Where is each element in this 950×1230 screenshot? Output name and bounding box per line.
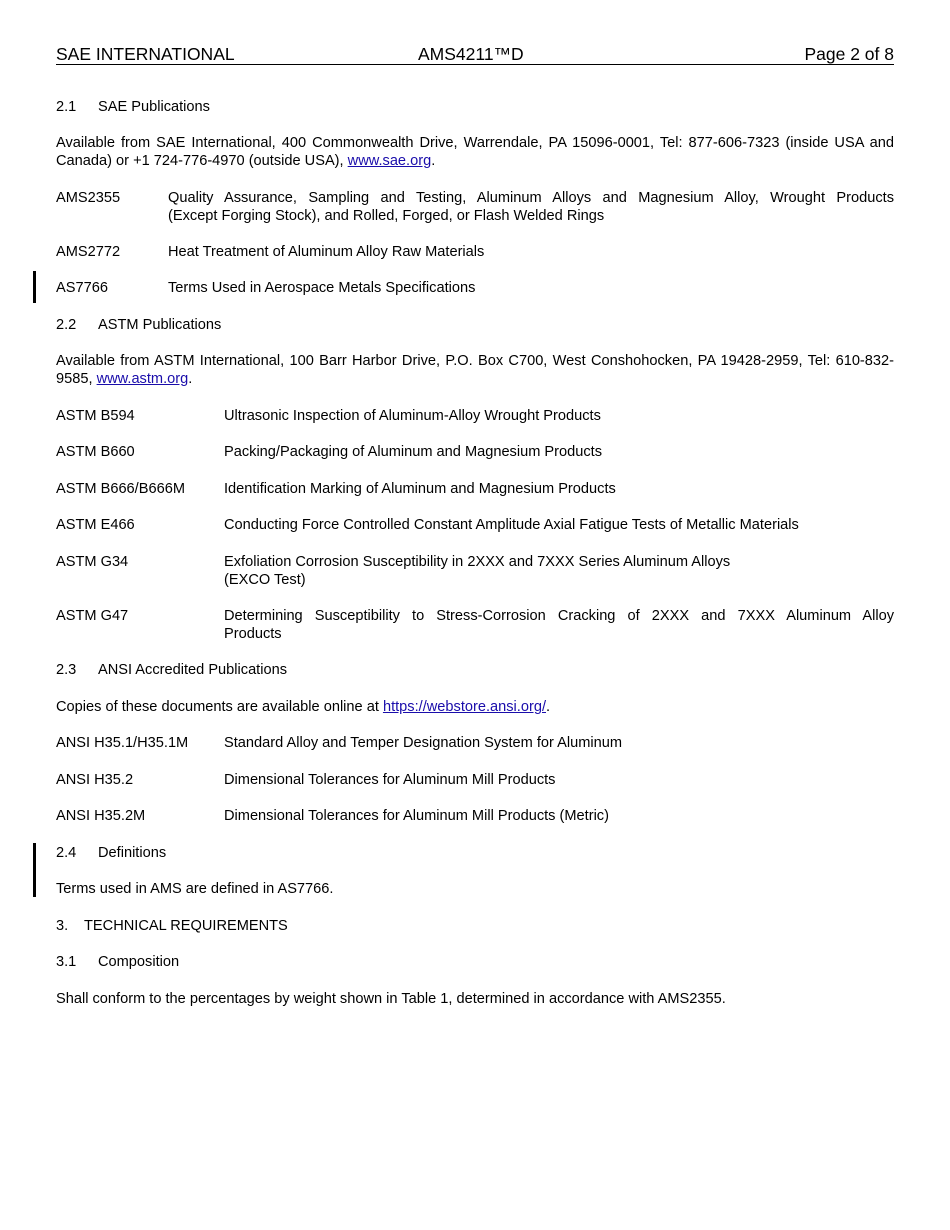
section-title: SAE Publications (98, 99, 210, 115)
reference-item (56, 480, 894, 498)
section-number: 2.2 (56, 317, 77, 333)
paragraph-end: . (546, 699, 551, 715)
reference-code: ASTM E466 (56, 517, 135, 533)
section-title: Composition (98, 954, 180, 970)
section-number: 3. (56, 918, 69, 934)
reference-item (56, 771, 894, 789)
change-bar (33, 271, 36, 303)
composition-paragraph: Shall conform to the percentages by weight shown in Table 1, determined in accordance with AMS2355. (56, 991, 726, 1007)
reference-title: Standard Alloy and Temper Designation System for Aluminum (224, 735, 623, 751)
reference-item (56, 279, 894, 297)
section-number: 2.3 (56, 662, 77, 678)
reference-item (56, 553, 894, 589)
section-heading-3 (56, 917, 894, 935)
reference-title: Heat Treatment of Aluminum Alloy Raw Materials (168, 244, 485, 260)
section-title: ANSI Accredited Publications (98, 662, 288, 678)
section-number: 2.1 (56, 99, 77, 115)
paragraph-text: Available from SAE International, 400 Commonwealth Drive, Warrendale, PA 15096-0001, Tel: 877-606-7323 (inside USA and Canada) or +1 724-776-4970 (outside USA), (56, 135, 894, 169)
reference-code: ASTM B594 (56, 408, 135, 424)
section-heading-2-3 (56, 661, 894, 679)
header-doc-number: AMS4211™D (418, 44, 524, 64)
reference-code: ASTM G47 (56, 608, 129, 624)
reference-code: ASTM B666/B666M (56, 481, 185, 497)
paragraph-end: . (431, 153, 436, 169)
reference-title (168, 189, 894, 225)
section-title: Definitions (98, 845, 167, 861)
reference-item (56, 243, 894, 261)
paragraph-text: Copies of these documents are available online at (56, 699, 383, 715)
reference-code: ANSI H35.1/H35.1M (56, 735, 189, 751)
reference-item (56, 516, 894, 534)
reference-code: ANSI H35.2 (56, 772, 134, 788)
reference-title: Dimensional Tolerances for Aluminum Mill Products (Metric) (224, 808, 609, 824)
reference-item (56, 189, 894, 225)
reference-title (224, 553, 894, 589)
reference-title: Conducting Force Controlled Constant Amplitude Axial Fatigue Tests of Metallic Materials (224, 517, 799, 533)
reference-title: Dimensional Tolerances for Aluminum Mill Products (224, 772, 556, 788)
paragraph-text: Available from ASTM International, 100 Barr Harbor Drive, P.O. Box C700, West Conshohocken, PA 19428-2959, Tel: 610-832-9585, (56, 353, 894, 387)
reference-item (56, 443, 894, 461)
reference-title: Packing/Packaging of Aluminum and Magnesium Products (224, 444, 603, 460)
astm-availability-paragraph (56, 352, 894, 388)
reference-title-line: (Except Forging Stock), and Rolled, Forged, or Flash Welded Rings (168, 208, 605, 224)
sae-website-link[interactable]: www.sae.org (347, 153, 432, 169)
reference-code: ANSI H35.2M (56, 808, 146, 824)
section-heading-2-4 (56, 844, 894, 862)
reference-code: AMS2772 (56, 244, 121, 260)
reference-title: Terms Used in Aerospace Metals Specifications (168, 280, 476, 296)
reference-code: ASTM B660 (56, 444, 135, 460)
page-header (56, 44, 894, 65)
section-title: ASTM Publications (98, 317, 222, 333)
reference-title-line: Determining Susceptibility to Stress-Corrosion Cracking of 2XXX and 7XXX Aluminum Alloy (224, 608, 894, 624)
reference-title-line: Quality Assurance, Sampling and Testing, Aluminum Alloys and Magnesium Alloy, Wrought Products (168, 190, 894, 206)
reference-item (56, 734, 894, 752)
section-heading-3-1 (56, 953, 894, 971)
reference-title: Ultrasonic Inspection of Aluminum-Alloy Wrought Products (224, 408, 601, 424)
reference-item (56, 807, 894, 825)
paragraph-end: . (188, 371, 193, 387)
sae-availability-paragraph (56, 134, 894, 170)
change-bar (33, 843, 36, 897)
ansi-availability-paragraph (56, 698, 894, 716)
section-heading-2-1 (56, 98, 894, 116)
reference-code: AS7766 (56, 280, 108, 296)
header-org: SAE INTERNATIONAL (56, 44, 235, 64)
section-number: 3.1 (56, 954, 77, 970)
reference-title-line: (EXCO Test) (224, 572, 306, 588)
astm-website-link[interactable]: www.astm.org (96, 371, 189, 387)
definitions-paragraph: Terms used in AMS are defined in AS7766. (56, 881, 334, 897)
ansi-webstore-link[interactable]: https://webstore.ansi.org/ (382, 699, 546, 715)
reference-title-line: Products (224, 626, 282, 642)
reference-item (56, 607, 894, 643)
reference-code: ASTM G34 (56, 554, 129, 570)
reference-item (56, 407, 894, 425)
section-title: TECHNICAL REQUIREMENTS (84, 918, 288, 934)
reference-title-line: Exfoliation Corrosion Susceptibility in 2XXX and 7XXX Series Aluminum Alloys (224, 554, 731, 570)
reference-code: AMS2355 (56, 190, 121, 206)
section-number: 2.4 (56, 845, 77, 861)
header-page-number: Page 2 of 8 (804, 44, 894, 64)
reference-title: Identification Marking of Aluminum and Magnesium Products (224, 481, 616, 497)
section-heading-2-2 (56, 316, 894, 334)
reference-title (224, 607, 894, 643)
